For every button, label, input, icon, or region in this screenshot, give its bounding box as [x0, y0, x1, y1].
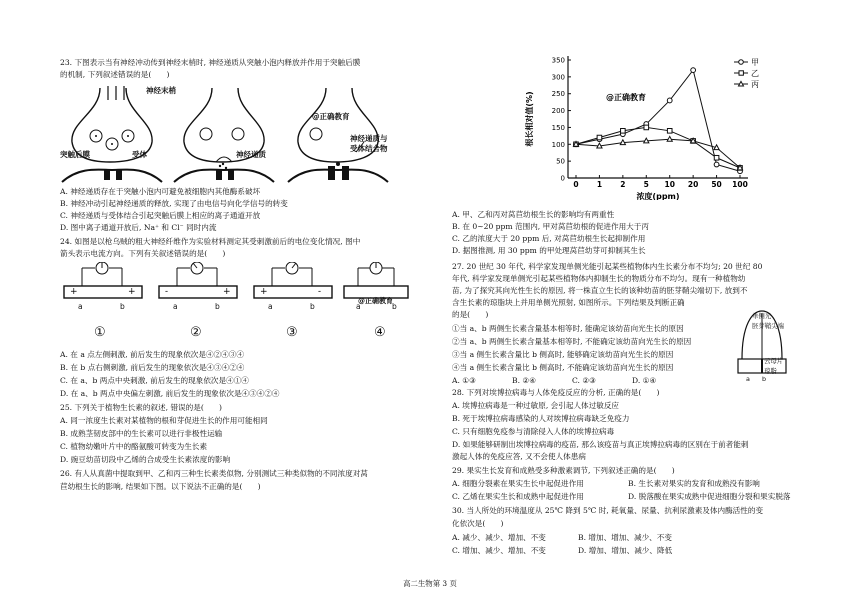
x-tick-label: 50: [711, 180, 722, 189]
growth-chart: [512, 50, 772, 200]
panel2-label-b: b: [215, 302, 220, 311]
x-tick-label: 5: [643, 180, 649, 189]
point-bing: [644, 138, 649, 143]
q24-stem-line1: 24. 如图是以枪乌贼的粗大神经纤维作为实验材料测定其受刺激前后的电位变化情况, 图中: [60, 237, 361, 246]
q24-option-c: C. 在 a、b 两点中央刺激, 前后发生的现象依次是④①④: [60, 376, 249, 385]
q28-option-d-line2: 激起人体的免疫应答, 又不会使人体患病: [452, 452, 586, 461]
q28-option-d-line1: D. 如果能够研制出埃博拉病毒的疫苗, 那么该疫苗与真正埃博拉病毒的区别在于前者能刺: [452, 440, 749, 449]
x-tick-label: 20: [687, 180, 699, 189]
q30-stem-line1: 30. 当人所处的环境温度从 25℃ 降到 5℃ 时, 耗氧量、尿量、抗利尿激素及体内酶活性的变: [452, 506, 764, 515]
q28-option-b: B. 死于埃博拉病毒感染的人对埃博拉病毒缺乏免疫力: [452, 414, 630, 423]
legend-label-1: 甲: [751, 58, 759, 67]
q23-stem-line1: 23. 下图表示当有神经冲动传到神经末梢时, 神经递质从突触小泡内释放并作用于突触后膜: [60, 58, 361, 67]
q26-option-b: B. 在 0~20 ppm 范围内, 甲对莴苣幼根的促进作用大于丙: [452, 222, 649, 231]
point-bing: [620, 140, 625, 145]
q26-option-a: A. 甲、乙和丙对莴苣幼根生长的影响均有两重性: [452, 210, 615, 219]
q24-option-d: D. 在 a、b 两点中央偏左刺激, 前后发生的现象依次是④③④②④: [60, 389, 280, 398]
y-tick-label: 150: [551, 123, 565, 132]
q27-stem-line2: 年代, 科学家发现单侧光引起某些植物体内抑制生长的物质分布不均匀。现有一种植物幼: [452, 274, 746, 283]
x-tick-label: 1: [596, 180, 603, 189]
synapse-watermark: @正确教育: [312, 112, 350, 121]
q24-stem-line2: 箭头表示电流方向。下列有关叙述错误的是( ): [60, 249, 226, 258]
galvanometer-watermark: @正确教育: [358, 297, 393, 305]
q28-stem: 28. 下列对埃博拉病毒与人体免疫反应的分析, 正确的是( ): [452, 388, 660, 397]
q25-option-a: A. 同一浓度生长素对某植物的根和芽促进生长的作用可能相同: [60, 416, 268, 425]
q25-option-c: C. 植物幼嫩叶片中的酪氨酸可转变为生长素: [60, 442, 208, 451]
synapse-panel-1: [62, 86, 162, 182]
label-binding-1: 神经递质与: [350, 134, 388, 143]
label-light: 单侧光: [752, 312, 772, 320]
y-axis-label: 根长相对值(%): [525, 91, 534, 147]
legend-label-3: 丙: [751, 80, 759, 89]
q27-statement-2: ②当 a、b 两侧生长素含量基本相等时, 不能确定该幼苗向光生长的原因: [452, 337, 692, 346]
q30-stem-line2: 化依次是( ): [452, 519, 504, 528]
q26-stem-line2: 苣幼根生长的影响, 结果如下图。以下说法不正确的是( ): [60, 482, 261, 491]
y-tick-label: 200: [551, 107, 565, 116]
y-tick-label: 100: [551, 140, 565, 149]
q24-option-b: B. 在 b 点右侧刺激, 前后发生的现象依次是④③④②④: [60, 363, 245, 372]
point-yi: [644, 125, 649, 130]
q27-stem-line4: 含生长素的琼脂块上并用单侧光照射, 如图所示。下列结果及判断正确: [452, 298, 685, 307]
synapse-panel-2: [174, 88, 274, 182]
y-tick-label: 300: [551, 73, 565, 82]
q28-option-c: C. 只有细胞免疫参与清除侵入人体的埃博拉病毒: [452, 427, 615, 436]
x-tick-label: 2: [620, 180, 626, 189]
x-tick-label: 0: [573, 180, 579, 189]
q30-option-a: A. 减少、减少、增加、不变: [452, 533, 546, 542]
panel-number-3: ③: [286, 325, 298, 340]
galvanometer-panel-2: [159, 262, 237, 298]
label-side-b: b: [762, 375, 767, 383]
q28-option-a: A. 埃博拉病毒是一种过敏原, 会引起人体过敏反应: [452, 401, 620, 410]
label-mica: 云母片: [764, 357, 784, 365]
q29-stem: 29. 果实生长发育和成熟受多种激素调节, 下列叙述正确的是( ): [452, 466, 675, 475]
legend-marker-bing: [739, 81, 744, 86]
q23-option-a: A. 神经递质存在于突触小泡内可避免被细胞内其他酶系破坏: [60, 187, 261, 196]
q27-choice-d: D. ①④: [632, 376, 657, 385]
point-yi: [621, 129, 626, 134]
label-receptor: 受体: [132, 150, 147, 159]
point-yi: [597, 135, 602, 140]
galvanometer-panel-1: [64, 262, 142, 298]
panel4-label-b: b: [392, 302, 397, 311]
q27-statement-1: ①当 a、b 两侧生长素含量基本相等时, 能确定该幼苗向光生长的原因: [452, 324, 684, 333]
point-yi: [667, 129, 672, 134]
label-agar: 琼脂: [764, 367, 777, 375]
q23-option-d: D. 图中离子通道开放后, Na⁺ 和 Cl⁻ 同时内流: [60, 223, 217, 232]
q27-statement-3: ③当 a 侧生长素含量比 b 侧高时, 能够确定该幼苗向光生长的原因: [452, 350, 674, 359]
q26-stem-line1: 26. 有人从真菌中提取到甲、乙和丙三种生长素类似物, 分别测试三种类似物的不同浓度对莴: [60, 469, 368, 478]
q27-choice-b: B. ②④: [512, 376, 537, 385]
panel-number-1: ①: [94, 325, 106, 340]
label-binding-2: 受体结合物: [350, 144, 388, 153]
y-tick-label: 0: [560, 174, 565, 183]
q30-option-c: C. 增加、减少、增加、不变: [452, 546, 546, 555]
point-yi: [714, 155, 719, 160]
point-bing: [714, 145, 719, 150]
q27-stem-line1: 27. 20 世纪 30 年代, 科学家发现单侧光能引起某些植物体内生长素分布不均匀; 20 世纪 80: [452, 262, 763, 271]
x-axis-label: 浓度(ppm): [636, 192, 680, 200]
q25-option-d: D. 豌豆幼苗切段中乙烯的合成受生长素浓度的影响: [60, 455, 231, 464]
legend-marker-jia: [739, 60, 744, 65]
svg-text:-: -: [165, 287, 169, 297]
q25-option-b: B. 成熟茎韧皮部中的生长素可以进行非极性运输: [60, 429, 223, 438]
panel3-label-a: a: [268, 302, 273, 311]
svg-text:+: +: [70, 287, 78, 297]
point-jia: [691, 68, 696, 73]
q27-choice-c: C. ②③: [572, 376, 596, 385]
q23-option-c: C. 神经递质与受体结合引起突触后膜上相应的离子通道开放: [60, 211, 261, 220]
legend-marker-yi: [739, 71, 743, 75]
point-bing: [597, 143, 602, 148]
x-tick-label: 100: [732, 180, 748, 189]
svg-text:+: +: [223, 287, 231, 297]
point-jia: [714, 162, 719, 167]
q24-option-a: A. 在 a 点左侧刺激, 前后发生的现象依次是④②④③④: [60, 350, 244, 359]
y-tick-label: 50: [556, 157, 565, 166]
q27-statement-4: ④当 a 侧生长素含量比 b 侧高时, 不能确定该幼苗向光生长的原因: [452, 363, 674, 372]
y-tick-label: 250: [551, 90, 565, 99]
q23-option-b: B. 神经冲动引起神经递质的释放, 实现了由电信号向化学信号的转变: [60, 199, 288, 208]
q23-stem-line2: 的机制, 下列叙述错误的是( ): [60, 70, 170, 79]
label-side-a: a: [746, 375, 750, 383]
y-tick-label: 350: [551, 56, 565, 65]
galvanometer-panel-4: [344, 262, 408, 298]
q26-option-c: C. 乙的浓度大于 20 ppm 后, 对莴苣幼根生长起抑制作用: [452, 234, 646, 243]
panel2-label-a: a: [173, 302, 178, 311]
panel-number-2: ②: [190, 325, 202, 340]
legend-label-2: 乙: [751, 69, 759, 78]
panel-number-4: ④: [374, 325, 386, 340]
q29-option-b: B. 生长素对果实的发育和成熟没有影响: [628, 479, 760, 488]
q27-stem-line3: 苗, 为了探究其向光性生长的原因, 将一株直立生长的该种幼苗的胚芽鞘尖端切下, 放到不: [452, 286, 748, 295]
q29-option-c: C. 乙烯在果实生长和成熟中起促进作用: [452, 492, 584, 501]
x-tick-label: 10: [664, 180, 675, 189]
panel4-label-a: a: [356, 302, 361, 311]
synapse-figure: [60, 82, 400, 190]
q29-option-a: A. 细胞分裂素在果实生长中起促进作用: [452, 479, 584, 488]
chart-watermark: @正确教育: [606, 93, 646, 102]
panel3-label-b: b: [310, 302, 315, 311]
q29-option-d: D. 脱落酸在果实成熟中促进细胞分裂和果实脱落: [628, 492, 791, 501]
svg-text:-: -: [318, 287, 322, 297]
label-nerve-end: 神经末梢: [146, 86, 176, 95]
q30-option-d: D. 增加、增加、减少、降低: [578, 546, 673, 555]
label-post-membrane: 突触后膜: [60, 150, 90, 159]
label-tip: 胚芽鞘尖端: [752, 322, 784, 330]
q25-stem: 25. 下列关于植物生长素的叙述, 错误的是( ): [60, 403, 222, 412]
galvanometer-panel-3: [254, 262, 332, 298]
page-footer: 高二生物第 3 页: [403, 579, 457, 588]
panel1-label-a: a: [78, 302, 83, 311]
svg-text:+: +: [128, 287, 136, 297]
q27-choice-a: A. ①③: [452, 376, 476, 385]
label-transmitter: 神经递质: [236, 150, 266, 159]
q30-option-b: B. 增加、增加、减少、不变: [578, 533, 672, 542]
panel1-label-b: b: [120, 302, 125, 311]
q26-option-d: D. 据图推测, 用 30 ppm 的甲处理莴苣幼芽可抑制其生长: [452, 246, 646, 255]
q27-stem-line5: 的是( ): [452, 310, 489, 319]
point-bing: [667, 136, 672, 141]
point-jia: [667, 98, 672, 103]
svg-text:+: +: [260, 287, 268, 297]
